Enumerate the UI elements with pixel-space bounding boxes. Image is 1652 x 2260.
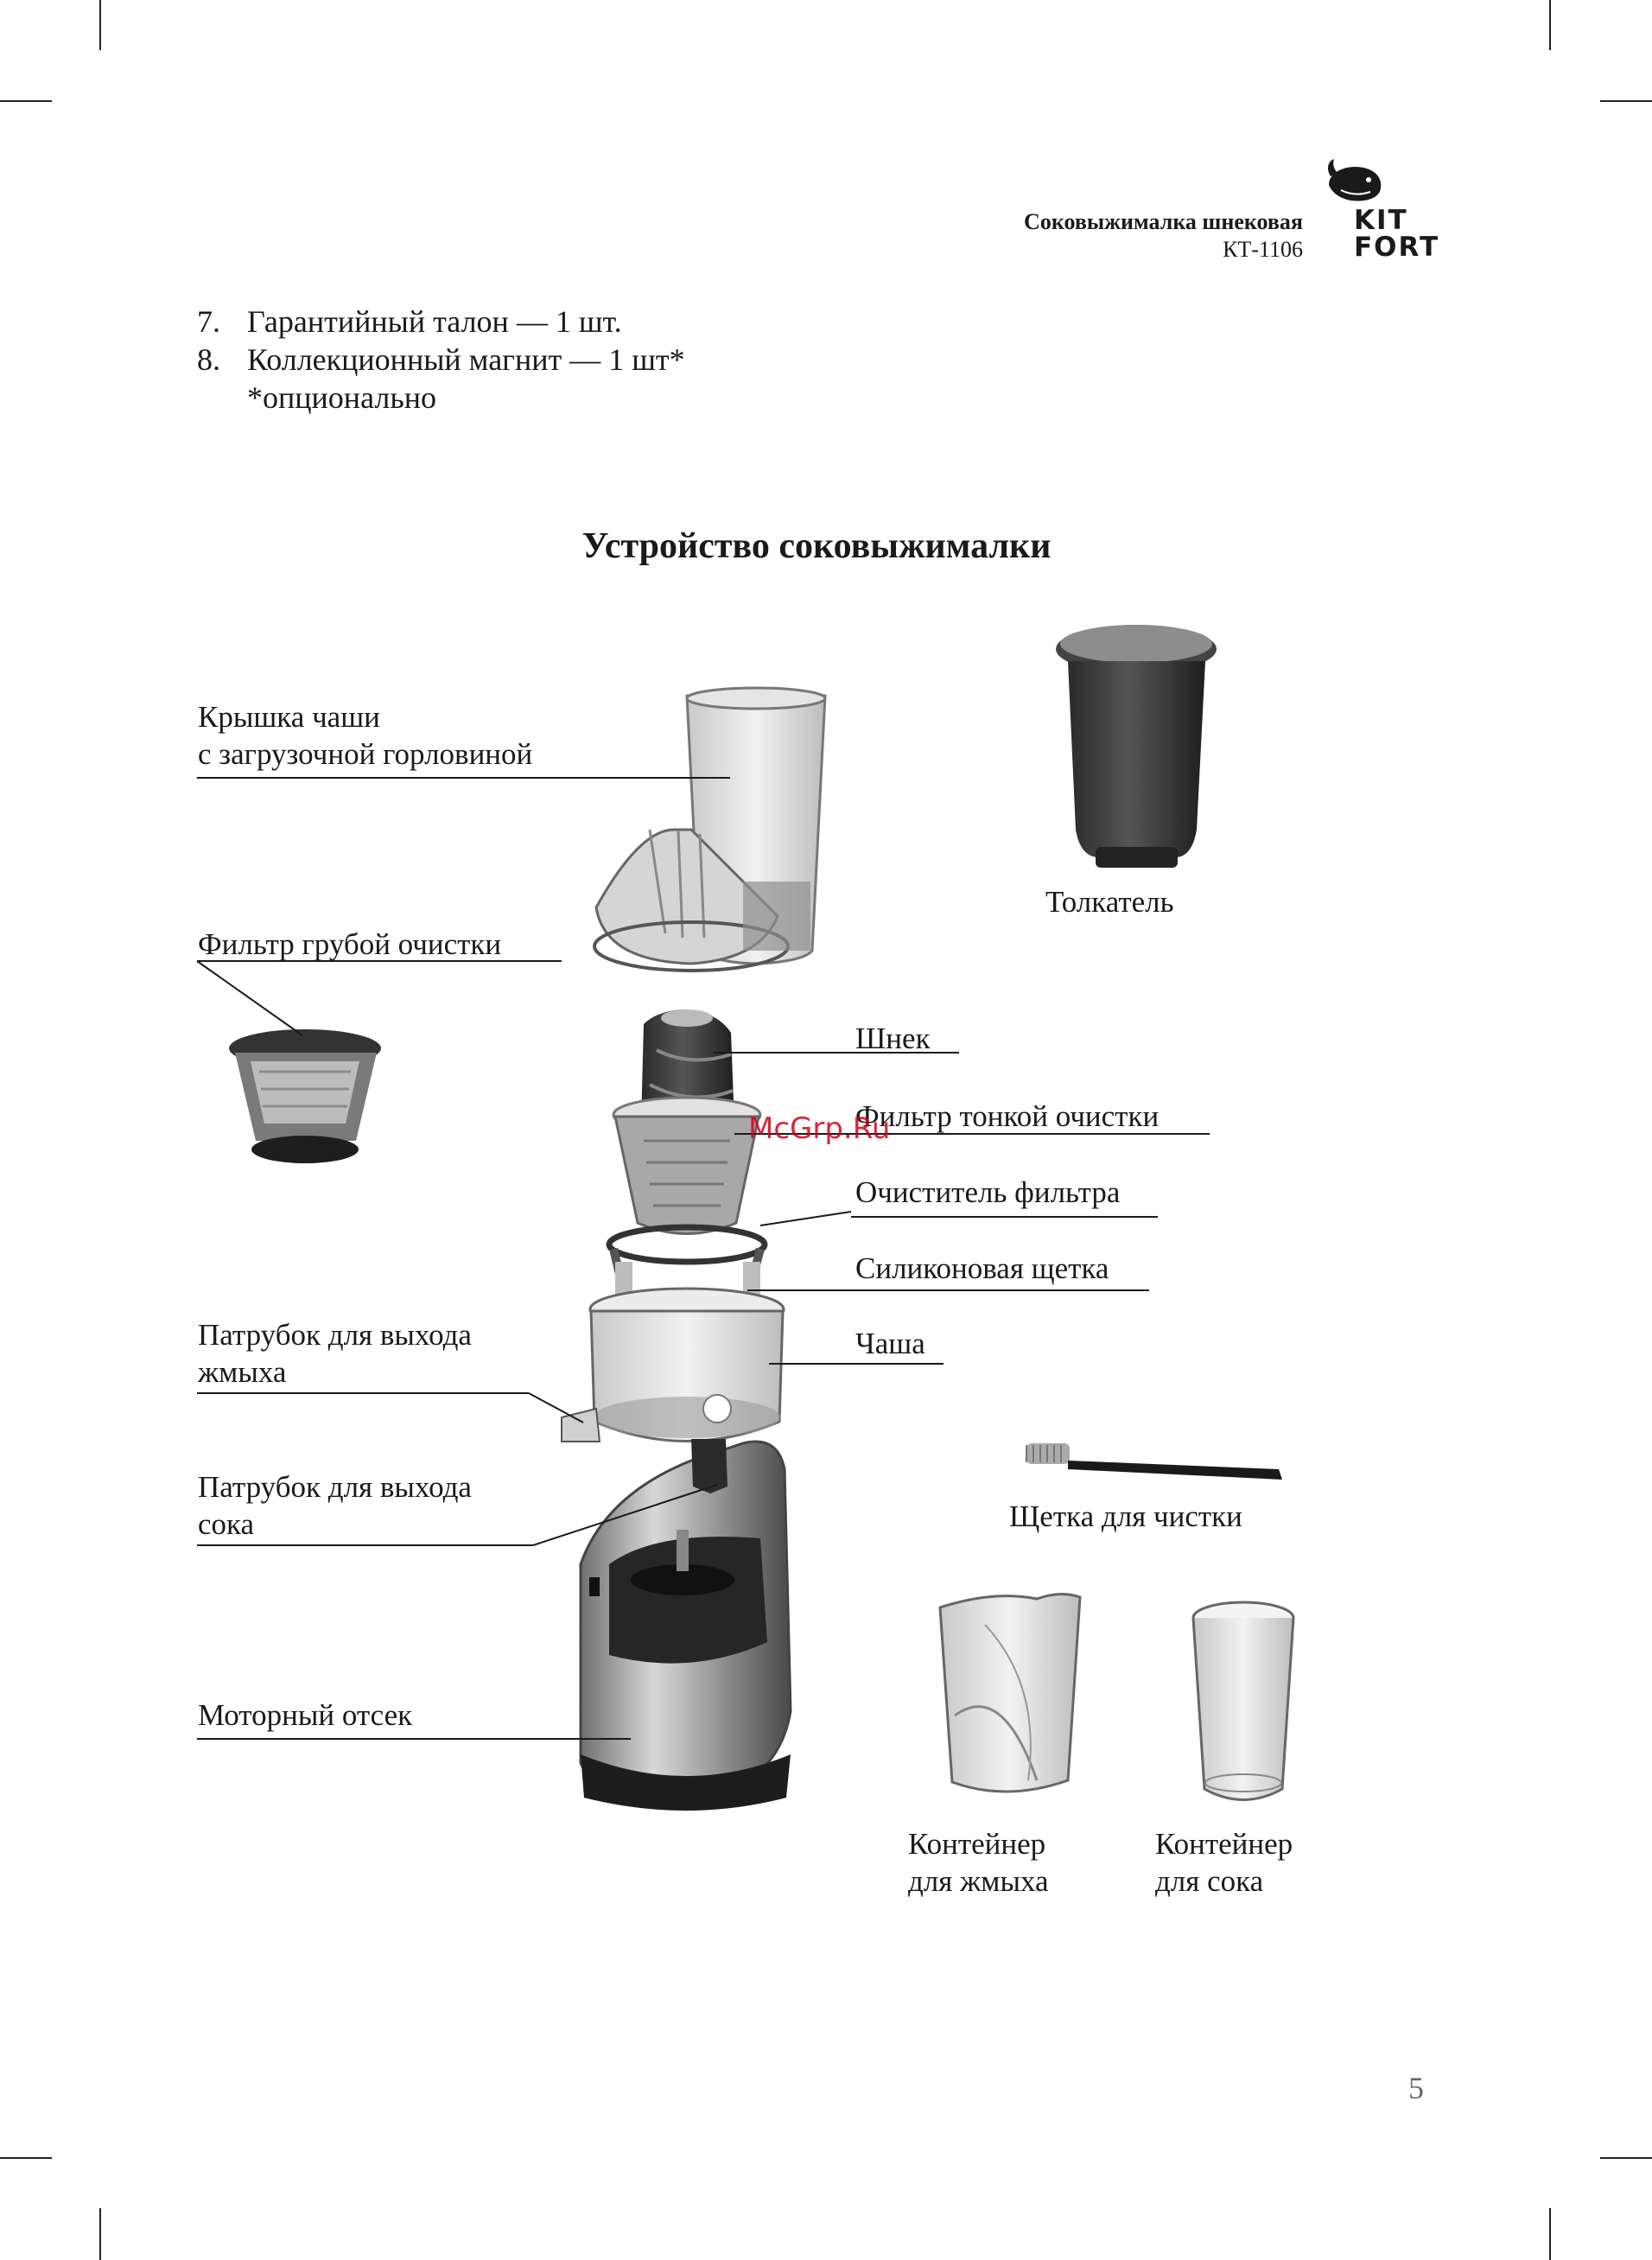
pulp-container-illustration	[940, 1594, 1080, 1792]
coarse-filter-label: Фильтр грубой очистки	[198, 927, 502, 961]
juice-container-label-line2: для сока	[1155, 1864, 1264, 1898]
logo-line2: FORT	[1354, 232, 1440, 263]
cleaning-brush-illustration	[1026, 1443, 1282, 1480]
logo-line1: KIT	[1354, 205, 1408, 236]
cleaning-brush-label: Щетка для чистки	[1009, 1499, 1242, 1533]
lid-label-line2: с загрузочной горловиной	[198, 737, 533, 771]
fine-filter-label: Фильтр тонкой очистки	[855, 1099, 1160, 1133]
header-model: КТ-1106	[1223, 237, 1303, 262]
section-title: Устройство соковыжималки	[581, 526, 1052, 566]
filter-cleaner-label: Очиститель фильтра	[855, 1175, 1121, 1209]
pulp-outlet-label-line1: Патрубок для выхода	[198, 1318, 472, 1352]
juice-outlet-label-line2: сока	[198, 1507, 255, 1541]
bowl-label: Чаша	[855, 1327, 925, 1360]
list-note: *опционально	[247, 380, 437, 415]
juice-outlet-label-line1: Патрубок для выхода	[198, 1470, 472, 1504]
header-title: Соковыжималка шнековая	[1024, 209, 1303, 234]
pusher-label: Толкатель	[1045, 885, 1174, 919]
pulp-outlet-label-line2: жмыха	[198, 1355, 287, 1389]
fine-filter-illustration	[613, 1098, 760, 1234]
pusher-illustration	[1056, 625, 1217, 868]
lid-illustration	[594, 688, 825, 971]
motor-label: Моторный отсек	[198, 1698, 413, 1732]
pulp-container-label-line2: для жмыха	[908, 1864, 1049, 1898]
juice-container-illustration	[1193, 1602, 1293, 1800]
silicone-brush-label: Силиконовая щетка	[855, 1251, 1109, 1285]
watermark: McGrp.Ru	[748, 1111, 891, 1146]
pulp-container-label-line1: Контейнер	[908, 1827, 1046, 1861]
juice-container-label-line1: Контейнер	[1155, 1827, 1293, 1861]
list-item: 8. Коллекционный магнит — 1 шт*	[197, 342, 685, 377]
auger-label: Шнек	[855, 1022, 931, 1055]
lid-label-line1: Крышка чаши	[198, 700, 380, 734]
page-number: 5	[1408, 2071, 1424, 2105]
bowl-illustration	[562, 1289, 784, 1442]
list-item: 7. Гарантийный талон — 1 шт.	[197, 304, 622, 339]
coarse-filter-illustration	[229, 1029, 381, 1163]
